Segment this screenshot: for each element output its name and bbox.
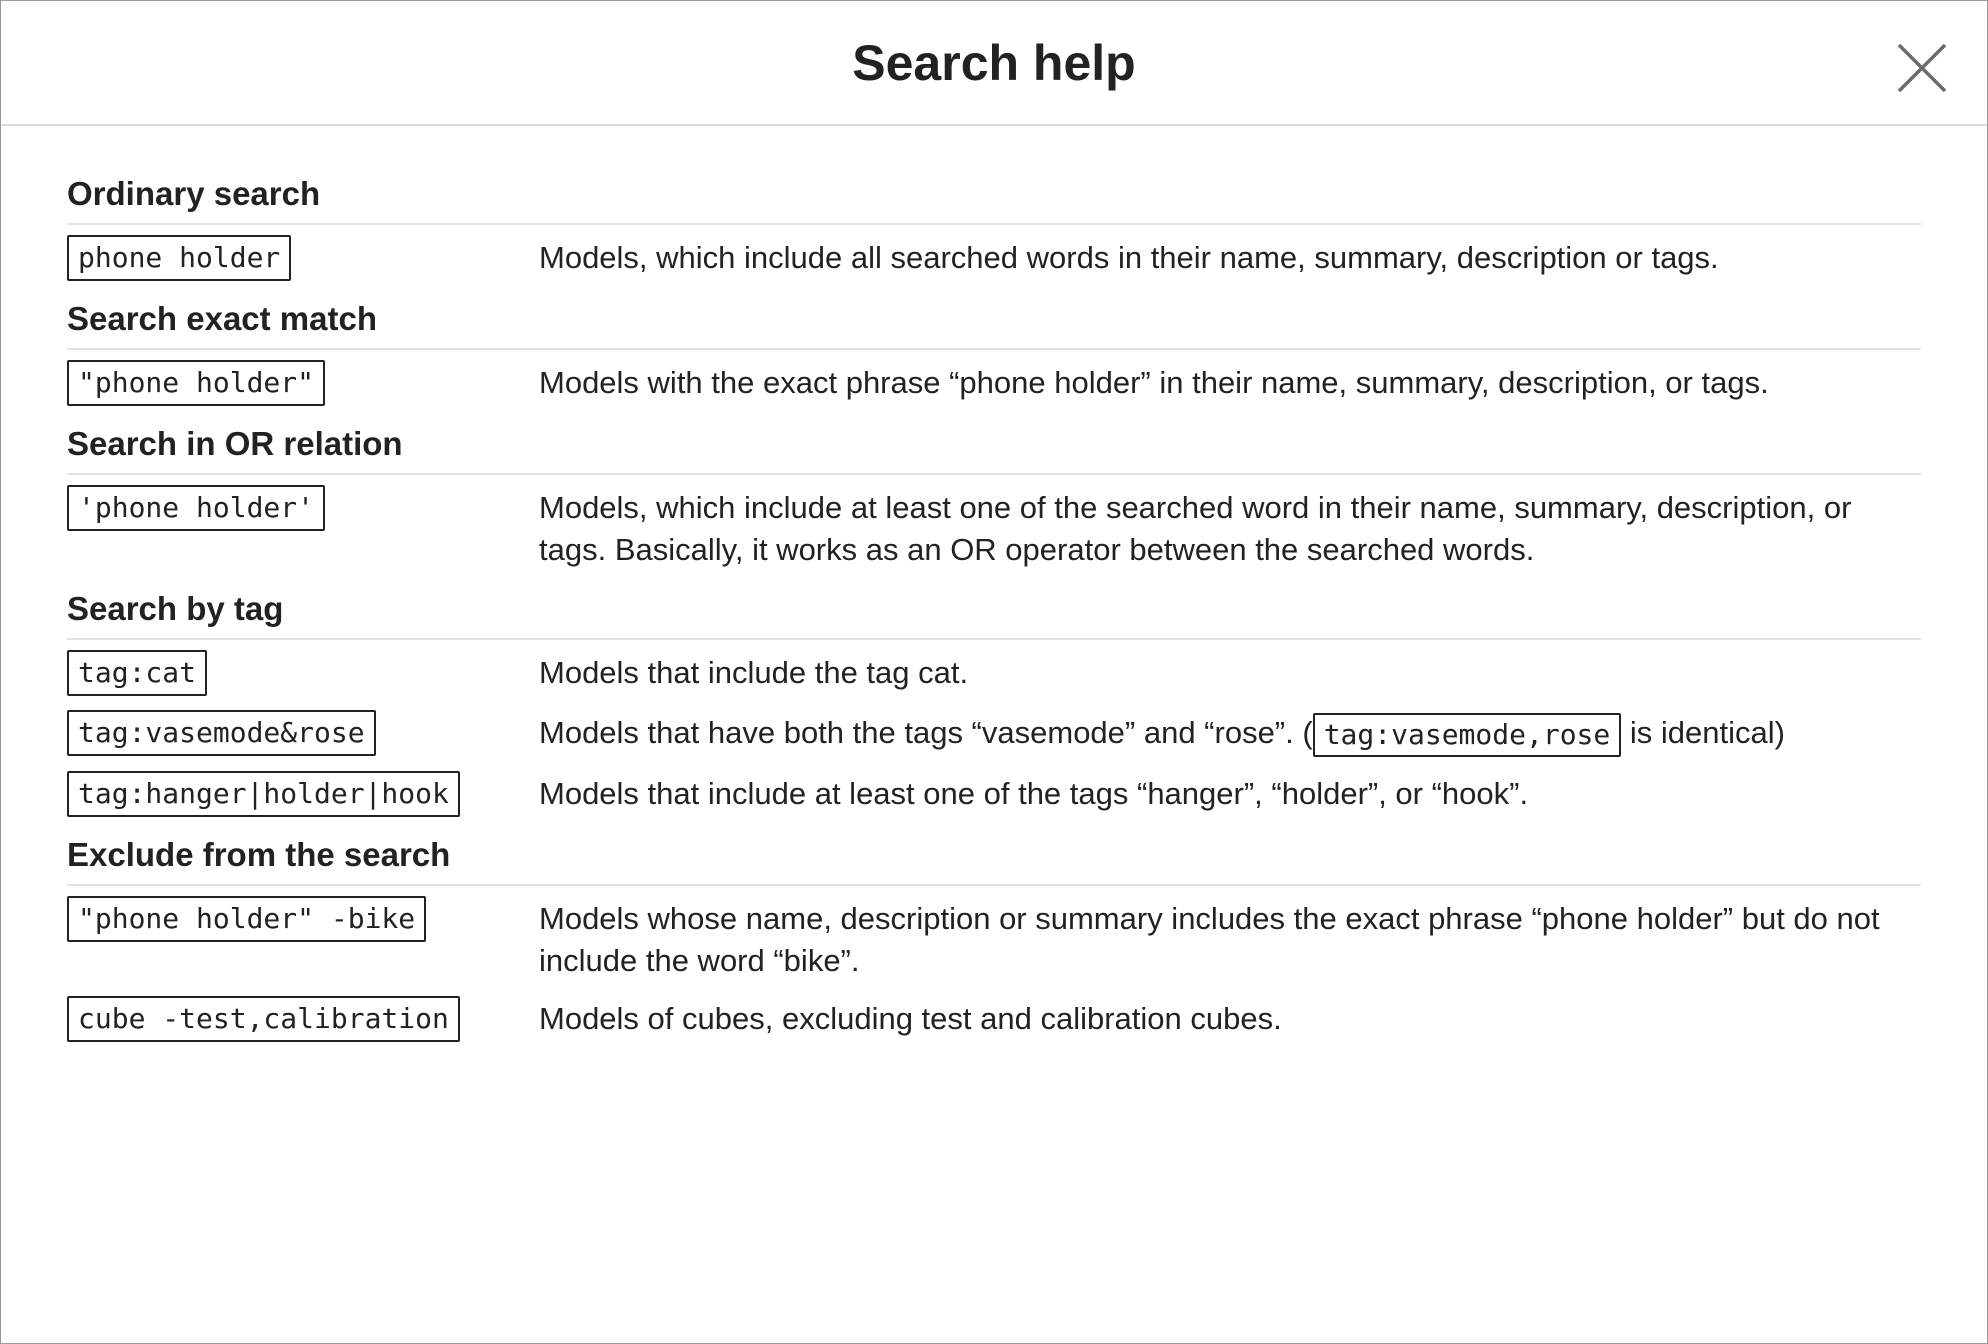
section-or-relation [67,424,1921,571]
dialog-body [1,126,1987,1042]
example-description: Models, which include all searched words in their name, summary, description or tags. [539,240,1719,275]
close-button[interactable] [1897,43,1947,93]
section-exact-match [67,299,1921,406]
section-exclude [67,835,1921,1042]
section-heading: Search by tag [67,589,1921,640]
dialog-title: Search help [852,35,1136,91]
example-description: Models, which include at least one of the searched word in their name, summary, description, or tags. Basically, it works as an OR operator between the searched words. [539,490,1852,567]
example-description: Models that include at least one of the tags “hanger”, “holder”, or “hook”. [539,775,1529,811]
description-text: Models that have both the tags “vasemode” and “rose”. ( [539,715,1313,750]
example-query: 'phone holder' [67,485,325,531]
section-heading: Exclude from the search [67,835,1921,886]
section-heading: Search exact match [67,299,1921,350]
section-ordinary-search [67,174,1921,281]
section-heading: Ordinary search [67,174,1921,225]
help-row [67,650,1921,696]
example-query: tag:vasemode&rose [67,710,376,756]
help-row [67,896,1921,982]
example-query: "phone holder" -bike [67,896,426,942]
example-description: Models of cubes, excluding test and calibration cubes. [539,1000,1282,1036]
example-description: Models with the exact phrase “phone holder” in their name, summary, description, or tags. [539,365,1769,400]
example-description [539,710,1921,757]
example-query: phone holder [67,235,291,281]
help-row [67,771,1921,817]
help-row [67,710,1921,757]
help-row [67,996,1921,1042]
help-row [67,235,1921,281]
close-icon [1897,43,1947,93]
dialog-header [1,1,1987,126]
example-query: tag:cat [67,650,207,696]
example-description: Models that include the tag cat. [539,655,969,690]
example-query: "phone holder" [67,360,325,406]
example-query: tag:hanger|holder|hook [67,771,460,817]
example-description: Models whose name, description or summary includes the exact phrase “phone holder” but do not include the word “bike”. [539,900,1880,978]
help-row [67,360,1921,406]
example-query: cube -test,calibration [67,996,460,1042]
description-text: is identical) [1621,715,1785,750]
help-row [67,485,1921,571]
section-search-by-tag [67,589,1921,817]
section-heading: Search in OR relation [67,424,1921,475]
inline-example-query: tag:vasemode,rose [1313,713,1622,757]
